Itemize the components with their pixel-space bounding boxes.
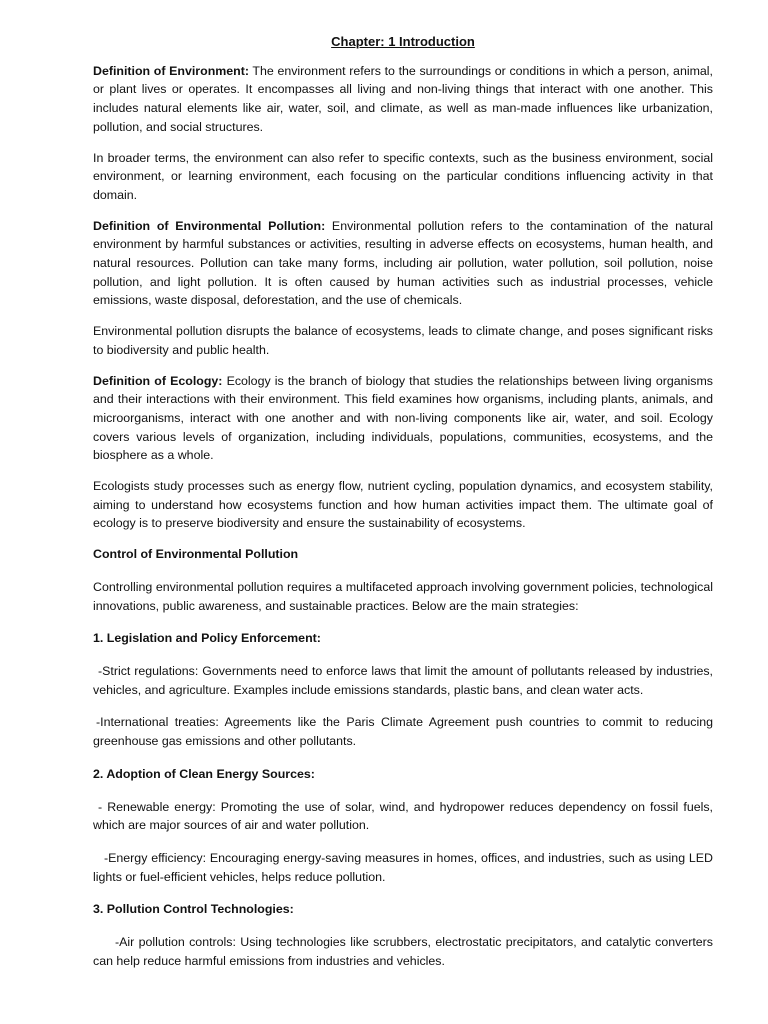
list-item-renewable-energy: - Renewable energy: Promoting the use of solar, wind, and hydropower reduces dependency on fossil fuels, which are major sources of air and water pollution. [93,799,713,833]
heading-clean-energy: 2. Adoption of Clean Energy Sources: [93,766,315,781]
list-item-energy-efficiency: -Energy efficiency: Encouraging energy-saving measures in homes, offices, and industries, such as using LED lights or fuel-efficient vehicles, helps reduce pollution. [93,850,713,884]
heading-control-pollution: Control of Environmental Pollution [93,547,299,562]
term-label: Definition of Ecology: [93,373,223,388]
paragraph-broader-terms: In broader terms, the environment can also refer to specific contexts, such as the business environment, social environment, or learning environment, each focusing on the particular conditions influencing activity in that domain. [93,150,713,202]
list-item-strict-regulations: -Strict regulations: Governments need to enforce laws that limit the amount of pollutants released by industries, vehicles, and agriculture. Examples include emissions standards, plastic bans, and clean water acts. [93,663,713,697]
list-item-air-pollution-controls: -Air pollution controls: Using technologies like scrubbers, electrostatic precipitators, and catalytic converters can help reduce harmful emissions from industries and vehicles. [93,935,713,968]
heading-pollution-control-tech: 3. Pollution Control Technologies: [93,902,294,917]
heading-legislation: 1. Legislation and Policy Enforcement: [93,631,321,646]
paragraph-text: The environment refers to the surroundings or conditions in which a person, animal, or plant lives or operates. It encompasses all living and non-living things that interact with one another. This includes natural elements like air, water, soil, and climate, as well as man-made influences like urbanization, pollution, and social structures. [93,63,714,134]
paragraph-definition-ecology [93,372,713,466]
paragraph-ecologists: Ecologists study processes such as energy flow, nutrient cycling, population dynamics, and ecosystem stability, aiming to understand how ecosystems function and how human activities impact them. The ultimate goal of ecology is to preserve biodiversity and ensure the sustainability of ecosystems. [93,479,713,531]
list-item-international-treaties: -International treaties: Agreements like the Paris Climate Agreement push countries to commit to reducing greenhouse gas emissions and other pollutants. [93,715,713,749]
paragraph-definition-pollution [93,217,713,311]
paragraph-pollution-effects: Environmental pollution disrupts the balance of ecosystems, leads to climate change, and poses significant risks to biodiversity and public health. [93,324,713,357]
document-page [93,33,713,982]
paragraph-controlling: Controlling environmental pollution requires a multifaceted approach involving government policies, technological innovations, public awareness, and sustainable practices. Below are the main strategies: [93,579,713,613]
paragraph-definition-environment [93,62,713,137]
chapter-title: Chapter: 1 Introduction [331,34,475,49]
paragraph-text: Ecology is the branch of biology that studies the relationships between living organisms and their interactions with their environment. This field examines how organisms, including plants, animals, and microorganisms, interact with one another and with non-living components like air, water, and soil. Ecology covers various levels of organization, including individuals, populations, communities, ecosystems, and the biosphere as a whole. [93,373,713,463]
term-label: Definition of Environment: [93,63,249,78]
paragraph-text: Environmental pollution refers to the contamination of the natural environment by harmful substances or activities, resulting in adverse effects on ecosystems, human health, and natural resources. Pollution can take many forms, including air pollution, water pollution, soil pollution, noise pollution, and light pollution. It is often caused by human activities such as industrial processes, vehicle emissions, waste disposal, deforestation, and the use of chemicals. [93,218,713,308]
term-label: Definition of Environmental Pollution: [93,218,326,233]
